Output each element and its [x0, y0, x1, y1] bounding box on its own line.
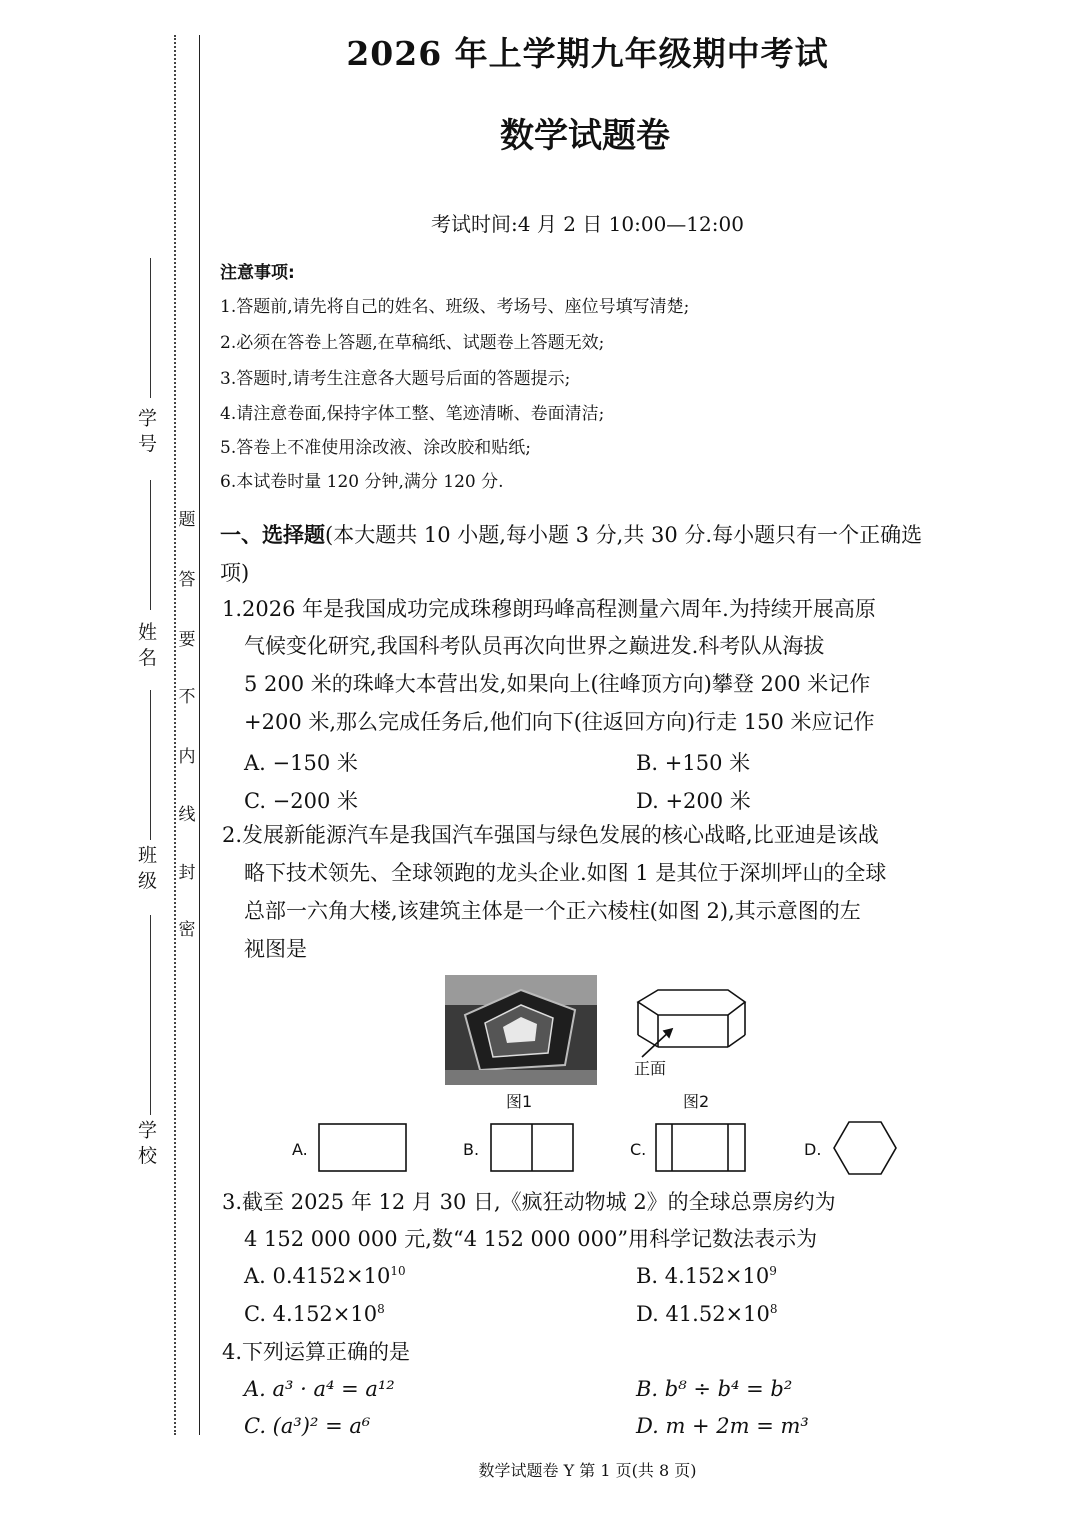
q4-stem: 4.下列运算正确的是: [222, 1340, 411, 1364]
name-line: [150, 690, 151, 840]
seal-char: 内: [178, 747, 196, 767]
q1-line: +200 米,那么完成任务后,他们向下(往返回方向)行走 150 米应记作: [244, 710, 875, 734]
section-title: 一、选择题: [220, 523, 325, 547]
seal-char: 不: [178, 687, 196, 707]
q2-option-a-figure: [318, 1123, 408, 1173]
seal-char: 要: [178, 630, 196, 650]
q2-option-a-label: A.: [292, 1140, 308, 1159]
q2-option-d-label: D.: [804, 1140, 822, 1159]
front-label: 正面: [634, 1059, 667, 1078]
q2-option-b-figure: [490, 1123, 575, 1173]
seal-dotted-line: [174, 35, 176, 1435]
note-item: 6.本试卷时量 120 分钟,满分 120 分.: [220, 472, 504, 492]
note-item: 5.答卷上不准使用涂改液、涂改胶和贴纸;: [220, 438, 531, 458]
paper-subtitle: 数学试题卷: [500, 116, 670, 156]
page-footer: 数学试题卷 Y 第 1 页(共 8 页): [478, 1461, 697, 1480]
seal-char: 密: [178, 920, 196, 940]
note-item: 1.答题前,请先将自己的姓名、班级、考场号、座位号填写清楚;: [220, 297, 690, 317]
student-id-line: [150, 258, 151, 398]
q1-option-b: B. +150 米: [636, 751, 751, 775]
section-desc: (本大题共 10 小题,每小题 3 分,共 30 分.每小题只有一个正确选项): [220, 523, 923, 585]
q1-line: 5 200 米的珠峰大本营出发,如果向上(往峰顶方向)攀登 200 米记作: [244, 672, 871, 696]
note-item: 2.必须在答卷上答题,在草稿纸、试题卷上答题无效;: [220, 333, 605, 353]
seal-char: 封: [178, 863, 196, 883]
section-heading: [220, 516, 950, 592]
seal-char: 题: [178, 510, 196, 530]
exam-title: 2026 年上学期九年级期中考试: [346, 34, 829, 73]
q3-line: 3.截至 2025 年 12 月 30 日,《疯狂动物城 2》的全球总票房约为: [222, 1190, 836, 1214]
q2-option-c-figure: [655, 1123, 747, 1173]
q2-line: 视图是: [244, 937, 307, 961]
q2-option-b-label: B.: [463, 1140, 480, 1159]
q3-option-a: A. $0.4152\times 10^{10}$: [244, 1264, 406, 1288]
note-item: 3.答题时,请考生注意各大题号后面的答题提示;: [220, 369, 571, 389]
exam-time: 考试时间:4 月 2 日 10:00—12:00: [431, 212, 744, 236]
q3-option-b: B. $4.152\times 10^9$: [636, 1264, 777, 1288]
figure-1-photo: [445, 975, 597, 1085]
q1-option-c: C. −200 米: [244, 789, 359, 813]
figure-2-caption: 图2: [683, 1092, 710, 1111]
seal-char: 答: [178, 570, 196, 590]
q4-option-c: C. (a³)² = a⁶: [244, 1414, 371, 1438]
q2-option-d-figure: [832, 1120, 898, 1176]
notes-title: 注意事项:: [220, 263, 295, 283]
q1-line: 1.2026 年是我国成功完成珠穆朗玛峰高程测量六周年.为持续开展高原: [222, 597, 876, 621]
q3-option-d: D. $41.52\times 10^8$: [636, 1302, 778, 1326]
q2-option-c-label: C.: [630, 1140, 647, 1159]
student-id-label: 学 号: [135, 408, 157, 453]
note-item: 4.请注意卷面,保持字体工整、笔迹清晰、卷面清洁;: [220, 404, 605, 424]
q4-option-d: D. m + 2m = m³: [636, 1414, 809, 1438]
q1-option-d: D. +200 米: [636, 789, 751, 813]
seal-char: 线: [178, 805, 196, 825]
name-label: 姓 名: [135, 622, 157, 667]
q1-line: 气候变化研究,我国科考队员再次向世界之巅进发.科考队从海拔: [244, 634, 825, 658]
q1-option-a: A. −150 米: [244, 751, 358, 775]
q3-line: 4 152 000 000 元,数“4 152 000 000”用科学记数法表示为: [244, 1227, 818, 1251]
class-line: [150, 915, 151, 1115]
q3-option-c: C. $4.152\times 10^8$: [244, 1302, 385, 1326]
margin-rule: [199, 35, 200, 1435]
q4-option-b: B. b⁸ ÷ b⁴ = b²: [636, 1377, 793, 1401]
school-label: 学 校: [135, 1120, 157, 1165]
figure-1-caption: 图1: [506, 1092, 533, 1111]
name-line-top: [150, 480, 151, 610]
q2-line: 2.发展新能源汽车是我国汽车强国与绿色发展的核心战略,比亚迪是该战: [222, 823, 879, 847]
q2-line: 略下技术领先、全球领跑的龙头企业.如图 1 是其位于深圳坪山的全球: [244, 861, 887, 885]
class-label: 班 级: [135, 845, 157, 890]
q4-option-a: A. a³ · a⁴ = a¹²: [244, 1377, 395, 1401]
q2-line: 总部一六角大楼,该建筑主体是一个正六棱柱(如图 2),其示意图的左: [244, 899, 861, 923]
